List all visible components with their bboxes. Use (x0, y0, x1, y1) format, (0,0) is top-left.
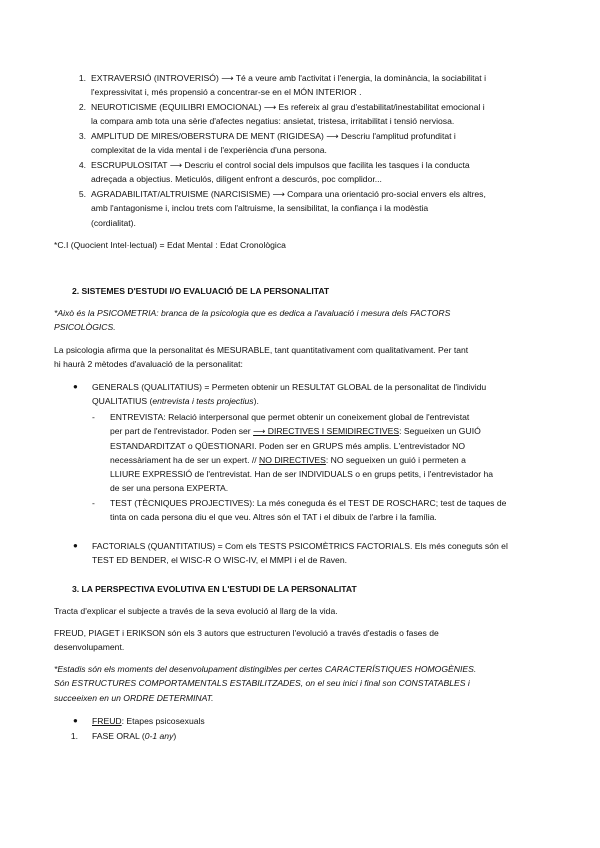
phase-item: FASE ORAL (0-1 any) (92, 731, 177, 741)
section3-paragraph: FREUD, PIAGET i ERIKSON són els 3 autors que estructuren l'evolució a través d'estadis o fases de desenvolupament. (54, 628, 439, 653)
trait-number: 1. (78, 73, 86, 83)
section-heading: 2. SISTEMES D'ESTUDI I/O EVALUACIÓ DE LA PERSONALITAT (72, 286, 330, 296)
bullet-icon: ● (73, 716, 78, 725)
psychometry-note: *Això és la PSICOMETRIA: branca de la psicologia que es dedica a l'avaluació i mesura dels FACTORS PSICOLÒGICS. (54, 308, 451, 333)
stages-note: *Estadis són els moments del desenvolupament distingibles per certes CARACTERÍSTIQUES HOMOGÈNIES. Són ESTRUCTURES COMPORTAMENTALS ESTABILITZADES, on el seu inici i final son CONSTATABLES i succeeixen en un ORDRE DETERMINAT. (54, 664, 477, 703)
trait-number: 3. (78, 131, 86, 141)
no-directives-text: NO DIRECTIVES (259, 454, 326, 465)
trait-item (52, 129, 572, 158)
trait-text: AMPLITUD DE MIRES/OBERSTURA DE MENT (RIGIDESA) ⟶ Descriu l'amplitud profunditat i (91, 131, 456, 141)
trait-number: 2. (78, 102, 86, 112)
dash-icon: - (92, 412, 95, 422)
directives-link-text: ⟶ DIRECTIVES I SEMIDIRECTIVES (253, 426, 400, 437)
section-intro: La psicologia afirma que la personalitat és MESURABLE, tant quantitativament com qualitativament. Per tant hi haurà 2 mètodes d'avaluació de la personalitat: (54, 345, 469, 370)
trait-text: l'expressivitat i, més propensió a concentrar-se en el MÓN INTERIOR . (91, 87, 362, 98)
trait-text: adreçada a objectius. Meticulós, diligent enfront a descurós, poc complidor... (91, 174, 382, 185)
trait-item (52, 71, 572, 100)
trait-item (52, 100, 572, 129)
trait-text: la compara amb tota una sèrie d'afectes negatius: ansietat, tristesa, irritabilitat i tensió nerviosa. (91, 116, 455, 127)
bullet-icon: ● (73, 382, 78, 391)
freud-label: FREUD (92, 716, 122, 726)
ci-note: *C.I (Quocient Intel·lectual) = Edat Mental : Edat Cronològica (54, 240, 286, 250)
generals-item: GENERALS (QUALITATIUS) = Permeten obtenir un RESULTAT GLOBAL de la personalitat de l'individu QUALITATIUS (entrevista i tests projectius). (92, 382, 487, 407)
trait-number: 4. (78, 160, 86, 170)
trait-text: complexitat de la vida mental i de l'experiència d'una persona. (91, 145, 327, 156)
trait-text: AGRADABILITAT/ALTRUISME (NARCISISME) ⟶ Compara una orientació pro-social envers els altres, (91, 189, 486, 199)
trait-text: ESCRUPULOSITAT ⟶ Descriu el control social dels impulsos que facilita les tasques i la conducta (91, 160, 470, 170)
dash-icon: - (92, 498, 95, 508)
freud-item: FREUD: Etapes psicosexuals (92, 716, 205, 726)
trait-item (52, 187, 572, 231)
trait-text: EXTRAVERSIÓ (INTROVERISÓ) ⟶ Té a veure amb l'activitat i l'energia, la dominància, la sociabilitat i (91, 73, 486, 83)
entrevista-item: ENTREVISTA: Relació interpersonal que permet obtenir un coneixement global de l'entrevistat per part de l'entrevistador. Poden ser ⟶ DIRECTIVES I SEMIDIRECTIVES: Segueixen un GUIÓ ESTANDARDITZAT o QÜESTIONARI. Poden ser en GRUPS més amplis. L'entrevistador NO necessàriament ha de ser un expert. // NO DIRECTIVES: NO segueixen un guió i permeten a LLIURE EXPRESSIÓ de l'entrevistat. Han de ser INDIVIDUALS o en grups petits, i l'entrevistador ha de ser una persona EXPERTA. (110, 412, 494, 494)
test-item: TEST (TÈCNIQUES PROJECTIVES): La més coneguda és el TEST DE ROSCHARC; test de taques de tinta on cada persona diu el que veu. Altres són el TAT i el dibuix de l'arbre i la família. (110, 498, 507, 523)
trait-text: NEUROTICISME (EQUILIBRI EMOCIONAL) ⟶ Es refereix al grau d'estabilitat/inestabilitat emocional i (91, 102, 485, 112)
trait-number: 5. (78, 189, 86, 199)
trait-text: (cordialitat). (91, 217, 136, 228)
factorials-item: FACTORIALS (QUANTITATIUS) = Com els TESTS PSICOMÈTRICS FACTORIALS. Els més coneguts són el TEST ED BENDER, el WISC-R O WISC-IV, el MMPI i el de Raven. (92, 541, 508, 566)
phase-number: 1. (70, 731, 78, 741)
trait-text: amb l'antagonisme i, inclou trets com l'altruisme, la sensibilitat, la confiança i la modèstia (91, 203, 429, 214)
section-heading: 3. LA PERSPECTIVA EVOLUTIVA EN L'ESTUDI DE LA PERSONALITAT (72, 584, 357, 594)
section3-paragraph: Tracta d'explicar el subjecte a través de la seva evolució al llarg de la vida. (54, 606, 338, 616)
bullet-icon: ● (73, 541, 78, 550)
traits-list (52, 71, 572, 231)
trait-item (52, 158, 572, 187)
